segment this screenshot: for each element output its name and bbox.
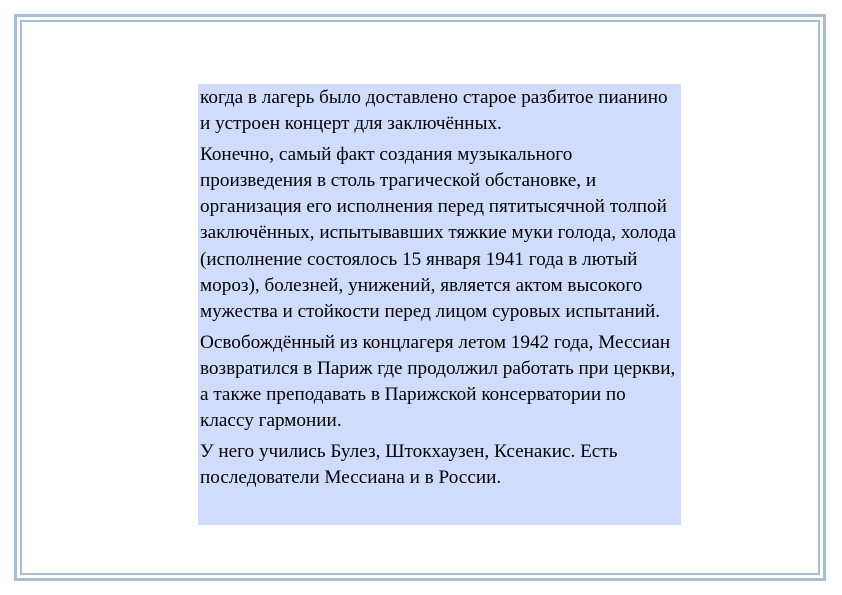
paragraph-3: Освобождённый из концлагеря летом 1942 года, Мессиан возвратился в Париж где продолжил работать при церкви, а также преподавать в Парижской консерватории по классу гармонии. [200,331,676,432]
paragraph-1: когда в лагерь было доставлено старое разбитое пианино и устроен концерт для заключённых. [200,87,668,135]
paragraph-4: У него учились Булез, Штокхаузен, Ксенакис. Есть последователи Мессиана и в России. [200,441,618,489]
text-block [198,84,681,525]
paragraph-2: Конечно, самый факт создания музыкального произведения в столь трагической обстановке, и организация его исполнения перед пятитысячной толпой заключённых, испытывавших тяжкие муки голода, холода (исполнение состоялось 15 января 1941 года в лютый мороз), болезней, унижений, является актом высокого мужества и стойкости перед лицом суровых испытаний. [200,144,676,322]
